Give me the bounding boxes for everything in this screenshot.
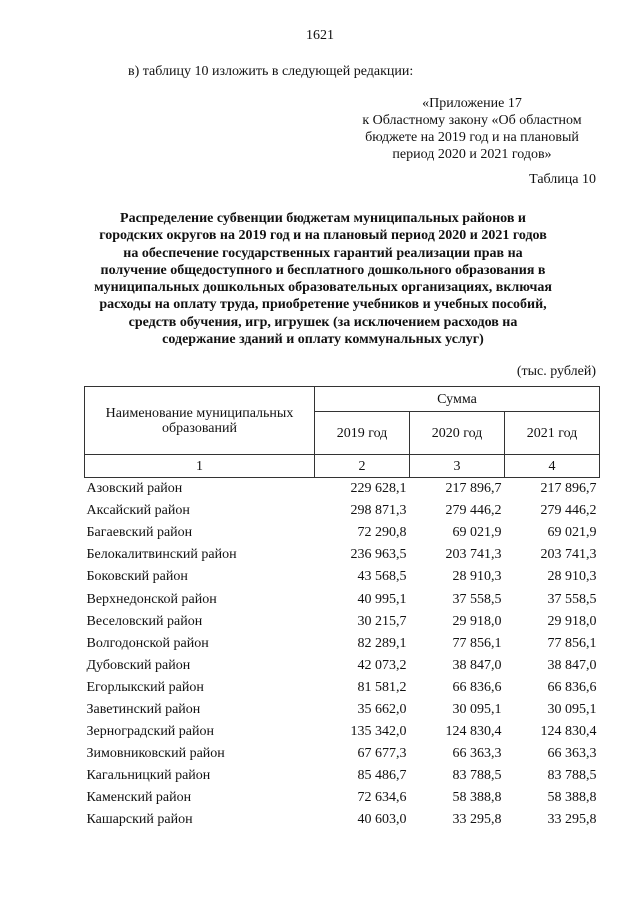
amount-2021: 30 095,1 [547, 701, 597, 717]
amount-2020: 217 896,7 [445, 481, 502, 497]
amount-2020: 58 388,8 [452, 790, 502, 806]
table-row [85, 721, 600, 743]
annex-line: к Областному закону «Об областном [362, 113, 582, 128]
title-line: содержание зданий и оплату коммунальных услуг) [162, 332, 484, 348]
amount-2021: 29 918,0 [547, 613, 597, 629]
amount-2020: 33 295,8 [452, 812, 502, 828]
amount-2020: 279 446,2 [445, 503, 502, 519]
amount-2019: 35 662,0 [357, 701, 407, 717]
table-row [85, 765, 600, 787]
amount-2019: 43 568,5 [357, 569, 407, 585]
table-body [85, 478, 600, 832]
column-index: 4 [505, 455, 600, 478]
amount-2019: 135 342,0 [350, 724, 407, 740]
amount-2019: 67 677,3 [357, 746, 407, 762]
amount-2021: 124 830,4 [540, 724, 597, 740]
amount-2020: 66 836,6 [452, 679, 502, 695]
municipality-name: Каменский район [86, 790, 192, 806]
title-line: на обеспечение государственных гарантий реализации прав на [123, 245, 523, 261]
table-row [85, 611, 600, 633]
municipality-name: Белокалитвинский район [86, 547, 237, 563]
table-title [88, 210, 558, 348]
amount-2021: 83 788,5 [547, 768, 597, 784]
amount-2020: 29 918,0 [452, 613, 502, 629]
table-row [85, 544, 600, 566]
amount-2021: 279 446,2 [540, 503, 597, 519]
municipality-name: Заветинский район [86, 701, 201, 717]
municipality-name: Аксайский район [86, 503, 190, 519]
amount-2021: 37 558,5 [547, 591, 597, 607]
amount-2021: 58 388,8 [547, 790, 597, 806]
title-line: городских округов на 2019 год и на плановый период 2020 и 2021 годов [99, 228, 547, 244]
amount-2019: 81 581,2 [357, 679, 407, 695]
amount-2021: 38 847,0 [547, 657, 597, 673]
amount-2020: 83 788,5 [452, 768, 502, 784]
column-header-sum: Сумма [315, 387, 600, 412]
subvention-table [84, 386, 600, 832]
title-line: средств обучения, игр, игрушек (за исключением расходов на [128, 314, 518, 330]
annex-line: «Приложение 17 [422, 96, 522, 111]
amount-2019: 72 634,6 [357, 790, 407, 806]
table-row [85, 809, 600, 831]
amount-2021: 66 363,3 [547, 746, 597, 762]
column-header-name: Наименование муниципальных образований [85, 387, 315, 455]
amount-2021: 66 836,6 [547, 679, 597, 695]
table-row [85, 677, 600, 699]
table-row [85, 566, 600, 588]
column-header-2019: 2019 год [315, 412, 410, 455]
table-label: Таблица 10 [529, 172, 596, 187]
annex-line: период 2020 и 2021 годов» [392, 147, 552, 162]
municipality-name: Азовский район [86, 481, 183, 497]
amount-2020: 124 830,4 [445, 724, 502, 740]
amount-2019: 85 486,7 [357, 768, 407, 784]
amount-2019: 40 995,1 [357, 591, 407, 607]
amount-2021: 33 295,8 [547, 812, 597, 828]
table-row [85, 522, 600, 544]
municipality-name: Верхнедонской район [86, 591, 217, 607]
title-line: получение общедоступного и бесплатного дошкольного образования в [100, 262, 546, 278]
amount-2019: 236 963,5 [350, 547, 407, 563]
title-line: Распределение субвенции бюджетам муниципальных районов и [120, 211, 526, 226]
column-header-2021: 2021 год [505, 412, 600, 455]
annex-line: бюджете на 2019 год и на плановый [365, 130, 579, 145]
amount-2019: 40 603,0 [357, 812, 407, 828]
table-row [85, 787, 600, 809]
municipality-name: Веселовский район [86, 613, 203, 629]
table-row [85, 743, 600, 765]
amount-2021: 203 741,3 [540, 547, 597, 563]
amount-2021: 69 021,9 [547, 525, 597, 541]
intro-text: в) таблицу 10 изложить в следующей редакции: [128, 64, 414, 79]
table-row [85, 655, 600, 677]
municipality-name: Багаевский район [86, 525, 193, 541]
column-header-2020: 2020 год [410, 412, 505, 455]
table-row [85, 588, 600, 610]
table-row [85, 478, 600, 501]
amount-2020: 38 847,0 [452, 657, 502, 673]
amount-2019: 42 073,2 [357, 657, 407, 673]
amount-2019: 30 215,7 [357, 613, 407, 629]
column-index: 3 [410, 455, 505, 478]
column-index: 2 [315, 455, 410, 478]
amount-2019: 298 871,3 [350, 503, 407, 519]
amount-2020: 77 856,1 [452, 635, 502, 651]
amount-2021: 77 856,1 [547, 635, 597, 651]
amount-2019: 82 289,1 [357, 635, 407, 651]
title-line: расходы на оплату труда, приобретение учебников и учебных пособий, [99, 297, 547, 313]
amount-2021: 28 910,3 [547, 569, 597, 585]
amount-2020: 30 095,1 [452, 701, 502, 717]
amount-2021: 217 896,7 [540, 481, 597, 497]
table-row [85, 699, 600, 721]
table-row [85, 633, 600, 655]
municipality-name: Кагальницкий район [86, 768, 211, 784]
municipality-name: Боковский район [86, 569, 188, 585]
municipality-name: Кашарский район [86, 812, 193, 828]
municipality-name: Дубовский район [86, 657, 191, 673]
units-note: (тыс. рублей) [516, 364, 596, 379]
amount-2020: 203 741,3 [445, 547, 502, 563]
amount-2019: 72 290,8 [357, 525, 407, 541]
title-line: муниципальных дошкольных образовательных организациях, включая [94, 280, 552, 296]
amount-2020: 28 910,3 [452, 569, 502, 585]
page-number: 1621 [306, 28, 334, 43]
amount-2019: 229 628,1 [350, 481, 407, 497]
column-index: 1 [85, 455, 315, 478]
annex-reference [352, 95, 592, 163]
municipality-name: Волгодонской район [86, 635, 209, 651]
amount-2020: 37 558,5 [452, 591, 502, 607]
amount-2020: 69 021,9 [452, 525, 502, 541]
table-row [85, 500, 600, 522]
municipality-name: Зимовниковский район [86, 746, 225, 762]
amount-2020: 66 363,3 [452, 746, 502, 762]
municipality-name: Зерноградский район [86, 724, 214, 740]
municipality-name: Егорлыкский район [86, 679, 204, 695]
